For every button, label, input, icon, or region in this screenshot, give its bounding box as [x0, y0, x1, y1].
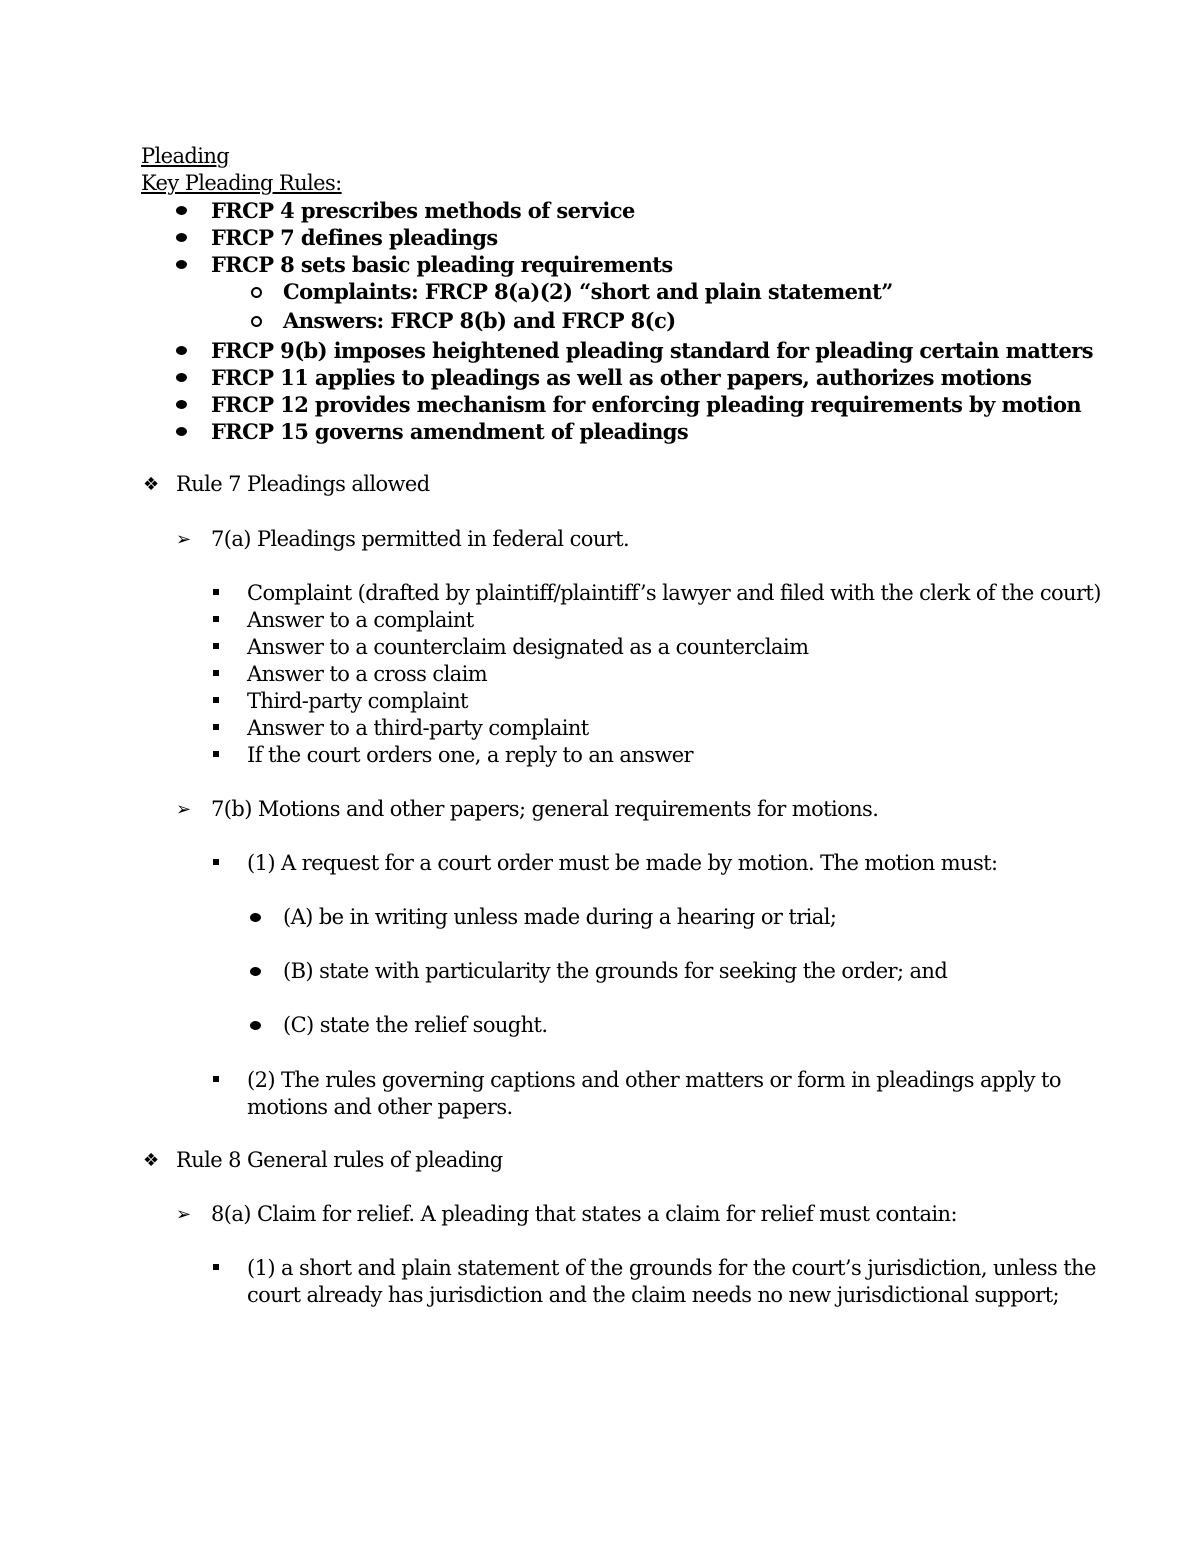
rule7a-item: Third-party complaint	[247, 689, 468, 713]
rule8a1-line1: (1) a short and plain statement of the grounds for the court’s jurisdiction, unless the	[247, 1256, 1096, 1280]
square-bullet-icon	[213, 670, 219, 676]
bullet-icon	[176, 206, 187, 215]
key-rules-heading: Key Pleading Rules:	[141, 171, 342, 195]
rule8a-heading: 8(a) Claim for relief. A pleading that states a claim for relief must contain:	[211, 1202, 957, 1226]
rule7a-item: Complaint (drafted by plaintiff/plaintiff’s lawyer and filed with the clerk of the court)	[247, 581, 1101, 605]
bullet-icon	[176, 373, 187, 382]
arrow-bullet-icon: ➢	[176, 529, 192, 550]
rule7b2-line1: (2) The rules governing captions and other matters or form in pleadings apply to	[247, 1068, 1061, 1092]
rule7a-item: Answer to a counterclaim designated as a counterclaim	[247, 635, 809, 659]
rule7a-item: Answer to a cross claim	[247, 662, 488, 686]
diamond-bullet-icon: ❖	[143, 474, 160, 495]
frcp8-sub-item: Answers: FRCP 8(b) and FRCP 8(c)	[283, 308, 676, 333]
rule7b1-item: (A) be in writing unless made during a hearing or trial;	[283, 905, 837, 929]
rule7b1-item: (B) state with particularity the grounds for seeking the order; and	[283, 959, 948, 983]
key-rule-item: FRCP 15 governs amendment of pleadings	[211, 419, 689, 444]
rule7b1-item: (C) state the relief sought.	[283, 1013, 548, 1037]
bullet-icon	[176, 400, 187, 409]
diamond-bullet-icon: ❖	[143, 1150, 160, 1171]
bullet-icon	[250, 1021, 261, 1030]
bullet-icon	[176, 427, 187, 436]
key-rule-item: FRCP 11 applies to pleadings as well as other papers, authorizes motions	[211, 365, 1032, 390]
rule7b-heading: 7(b) Motions and other papers; general requirements for motions.	[211, 797, 879, 821]
square-bullet-icon	[213, 589, 219, 595]
rule7-heading: Rule 7 Pleadings allowed	[176, 472, 430, 496]
rule7b2-line2: motions and other papers.	[247, 1095, 513, 1119]
bullet-icon	[250, 967, 261, 976]
square-bullet-icon	[213, 697, 219, 703]
key-rule-item: FRCP 4 prescribes methods of service	[211, 198, 635, 223]
key-rule-item: FRCP 9(b) imposes heightened pleading standard for pleading certain matters	[211, 338, 1093, 363]
rule7a-item: Answer to a complaint	[247, 608, 474, 632]
key-rule-item: FRCP 7 defines pleadings	[211, 225, 498, 250]
square-bullet-icon	[213, 724, 219, 730]
bullet-icon	[176, 260, 187, 269]
bullet-icon	[250, 913, 261, 922]
key-rule-item: FRCP 12 provides mechanism for enforcing pleading requirements by motion	[211, 392, 1082, 417]
square-bullet-icon	[213, 859, 219, 865]
square-bullet-icon	[213, 1264, 219, 1270]
circle-bullet-icon	[251, 287, 262, 298]
rule7a-item: If the court orders one, a reply to an answer	[247, 743, 693, 767]
rule7a-heading: 7(a) Pleadings permitted in federal court.	[211, 527, 630, 551]
square-bullet-icon	[213, 616, 219, 622]
square-bullet-icon	[213, 643, 219, 649]
square-bullet-icon	[213, 1076, 219, 1082]
circle-bullet-icon	[251, 316, 262, 327]
rule8-heading: Rule 8 General rules of pleading	[176, 1148, 503, 1172]
frcp8-sub-item: Complaints: FRCP 8(a)(2) “short and plain statement”	[283, 279, 893, 304]
rule7a-item: Answer to a third-party complaint	[247, 716, 589, 740]
key-rule-item: FRCP 8 sets basic pleading requirements	[211, 252, 673, 277]
document-title: Pleading	[141, 144, 230, 168]
bullet-icon	[176, 346, 187, 355]
square-bullet-icon	[213, 751, 219, 757]
rule7b1-text: (1) A request for a court order must be made by motion. The motion must:	[247, 851, 998, 875]
rule8a1-line2: court already has jurisdiction and the claim needs no new jurisdictional support;	[247, 1283, 1060, 1307]
arrow-bullet-icon: ➢	[176, 799, 192, 820]
bullet-icon	[176, 233, 187, 242]
arrow-bullet-icon: ➢	[176, 1204, 192, 1225]
